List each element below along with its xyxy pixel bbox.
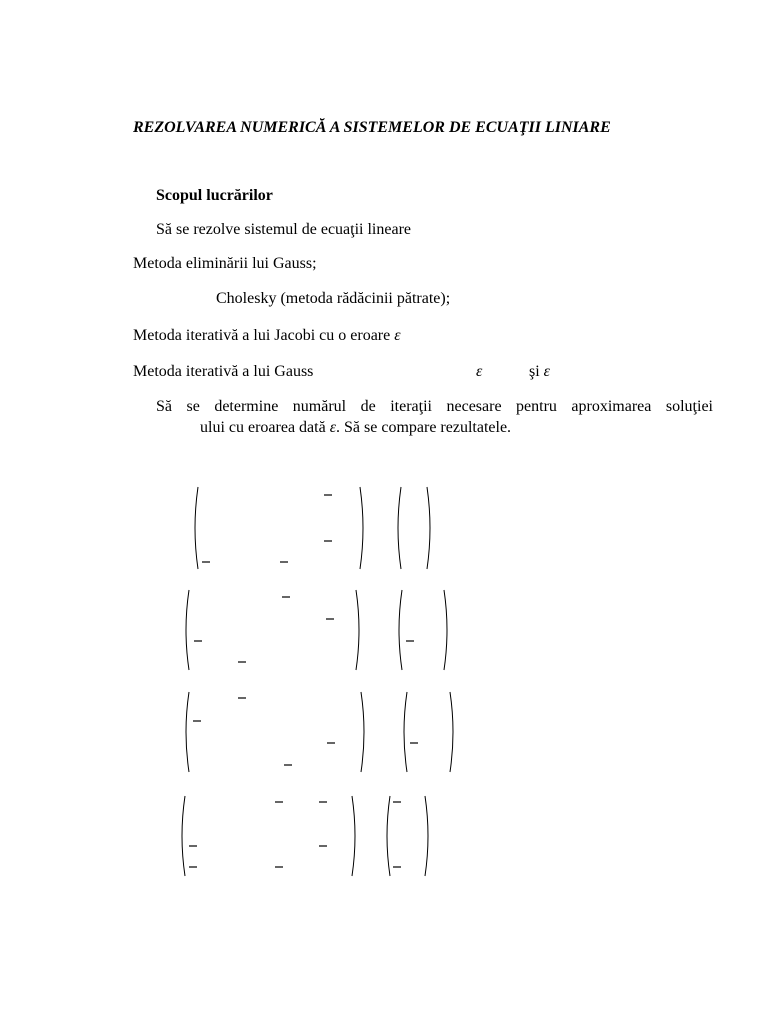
task-line-2-start: ului cu eroarea dată	[200, 419, 326, 436]
method-gauss: Metoda eliminării lui Gauss;	[133, 255, 317, 272]
right-paren	[356, 590, 359, 670]
epsilon-symbol: ε	[329, 419, 337, 436]
left-paren	[398, 487, 401, 569]
epsilon-symbol: ε	[394, 327, 401, 344]
left-paren	[186, 590, 189, 670]
right-paren	[450, 692, 453, 772]
matrix-system-1	[195, 487, 430, 569]
method-gauss-iterative: Metoda iterativă a lui Gauss	[133, 363, 314, 380]
right-paren	[444, 590, 447, 670]
and-word: şi	[529, 363, 540, 380]
left-paren	[195, 487, 198, 569]
left-paren	[186, 692, 189, 772]
matrix-system-3	[186, 692, 453, 772]
right-paren	[361, 692, 364, 772]
document-title: REZOLVAREA NUMERICĂ A SISTEMELOR DE ECUAŢII LINIARE	[133, 119, 611, 136]
task-line-2-end: . Să se compare rezultatele.	[336, 419, 512, 436]
right-paren	[427, 487, 430, 569]
matrix-system-4	[182, 796, 428, 876]
right-paren	[352, 796, 355, 876]
left-paren	[387, 796, 390, 876]
intro-text: Să se rezolve sistemul de ecuaţii lineare	[156, 221, 412, 238]
matrix-system-2	[186, 590, 447, 670]
method-jacobi-text: Metoda iterativă a lui Jacobi cu o eroare	[133, 327, 391, 344]
left-paren	[182, 796, 185, 876]
left-paren	[404, 692, 407, 772]
right-paren	[360, 487, 363, 569]
task-line-1: Să se determine numărul de iteraţii necesare pentru aproximarea soluţiei	[156, 398, 713, 415]
epsilon-symbol: ε	[543, 363, 550, 380]
right-paren	[425, 796, 428, 876]
method-cholesky: Cholesky (metoda rădăcinii pătrate);	[216, 290, 451, 307]
left-paren	[399, 590, 402, 670]
epsilon-symbol: ε	[476, 363, 483, 380]
section-heading: Scopul lucrărilor	[156, 187, 273, 204]
